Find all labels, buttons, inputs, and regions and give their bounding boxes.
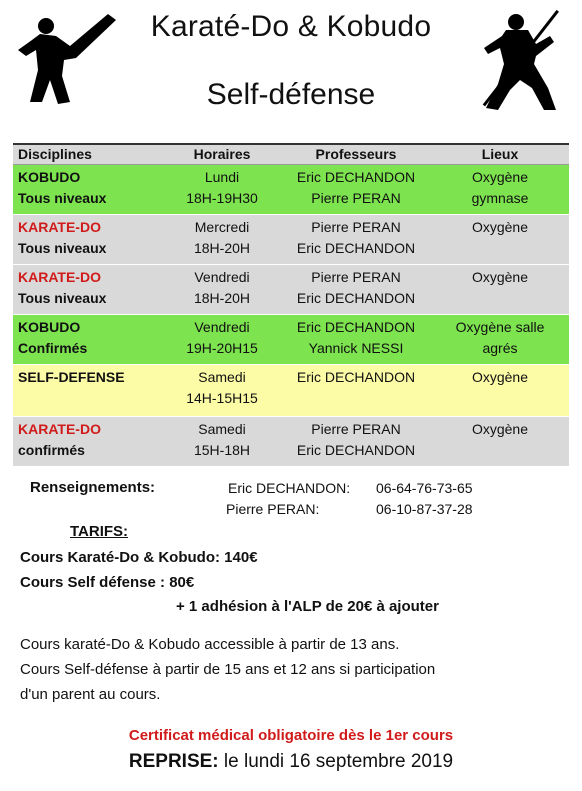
contact-name: Eric DECHANDON: xyxy=(228,480,351,496)
table-row xyxy=(13,164,569,214)
info-line: Cours Self-défense à partir de 15 ans et 12 ans si participation xyxy=(20,661,436,678)
reprise-notice xyxy=(0,751,582,773)
schedule-hours: 18H-20H xyxy=(193,289,251,306)
location: Oxygène xyxy=(471,268,529,285)
professor: Pierre PERAN xyxy=(311,420,401,437)
location: agrés xyxy=(482,339,518,356)
discipline-name: KARATE-DO xyxy=(18,218,101,235)
tarif-adhesion: + 1 adhésion à l'ALP de 20€ à ajouter xyxy=(176,598,439,615)
contact-label: Renseignements: xyxy=(30,479,156,496)
professor: Pierre PERAN xyxy=(311,268,401,285)
contact-name: Pierre PERAN: xyxy=(226,501,320,517)
discipline-name: KARATE-DO xyxy=(18,268,101,285)
tarif-karate-kobudo: Cours Karaté-Do & Kobudo: 140€ xyxy=(20,549,258,566)
info-line: Cours karaté-Do & Kobudo accessible à partir de 13 ans. xyxy=(20,636,400,653)
tarifs-heading: TARIFS: xyxy=(70,523,129,540)
location: Oxygène salle xyxy=(455,318,545,335)
tarif-self-defense: Cours Self défense : 80€ xyxy=(20,574,195,591)
schedule-day: Vendredi xyxy=(194,318,250,335)
header xyxy=(0,0,582,140)
location: Oxygène xyxy=(471,168,529,185)
schedule-day: Samedi xyxy=(198,420,246,437)
discipline-level: Tous niveaux xyxy=(18,189,107,206)
table-row xyxy=(13,214,569,264)
col-header-professeurs: Professeurs xyxy=(281,144,431,164)
discipline-level: Confirmés xyxy=(18,339,88,356)
professor: Eric DECHANDON xyxy=(296,168,416,185)
discipline-name: SELF-DEFENSE xyxy=(18,368,125,385)
professor: Eric DECHANDON xyxy=(296,289,416,306)
page-subtitle: Self-défense xyxy=(206,78,376,111)
schedule-hours: 14H-15H15 xyxy=(186,389,258,406)
professor: Eric DECHANDON xyxy=(296,368,416,385)
schedule-table xyxy=(13,143,569,467)
table-row xyxy=(13,264,569,314)
col-header-disciplines: Disciplines xyxy=(13,144,163,164)
contact-phone: 06-10-87-37-28 xyxy=(376,501,473,517)
col-header-lieux: Lieux xyxy=(431,144,569,164)
schedule-day: Lundi xyxy=(204,168,240,185)
table-row xyxy=(13,314,569,364)
table-row xyxy=(13,416,569,466)
location: Oxygène xyxy=(471,420,529,437)
info-line: d'un parent au cours. xyxy=(20,686,161,703)
discipline-name: KARATE-DO xyxy=(18,420,101,437)
schedule-hours: 18H-19H30 xyxy=(186,189,258,206)
col-header-horaires: Horaires xyxy=(163,144,281,164)
schedule-day: Vendredi xyxy=(194,268,250,285)
professor: Eric DECHANDON xyxy=(296,239,416,256)
location: Oxygène xyxy=(471,368,529,385)
page-title: Karaté-Do & Kobudo xyxy=(150,10,432,43)
discipline-level: Tous niveaux xyxy=(18,289,107,306)
reprise-label: REPRISE: xyxy=(128,751,219,772)
age-info xyxy=(20,632,560,707)
schedule-hours: 19H-20H15 xyxy=(186,339,258,356)
schedule-hours: 18H-20H xyxy=(193,239,251,256)
professor: Eric DECHANDON xyxy=(296,318,416,335)
schedule-day: Mercredi xyxy=(194,218,250,235)
contact-phone: 06-64-76-73-65 xyxy=(376,480,473,496)
location: Oxygène xyxy=(471,218,529,235)
bo-staff-fighter-silhouette-icon xyxy=(470,4,570,116)
professor: Yannick NESSI xyxy=(308,339,404,356)
professor: Eric DECHANDON xyxy=(296,441,416,458)
schedule-hours: 15H-18H xyxy=(193,441,251,458)
professor: Pierre PERAN xyxy=(311,189,401,206)
medical-certificate-notice: Certificat médical obligatoire dès le 1er cours xyxy=(128,727,454,744)
reprise-date: le lundi 16 septembre 2019 xyxy=(218,751,454,772)
location: gymnase xyxy=(471,189,529,206)
discipline-name: KOBUDO xyxy=(18,318,81,335)
discipline-name: KOBUDO xyxy=(18,168,81,185)
table-header-row xyxy=(13,144,569,164)
table-row xyxy=(13,364,569,416)
professor: Pierre PERAN xyxy=(311,218,401,235)
discipline-level: confirmés xyxy=(18,441,85,458)
schedule-day: Samedi xyxy=(198,368,246,385)
discipline-level: Tous niveaux xyxy=(18,239,107,256)
